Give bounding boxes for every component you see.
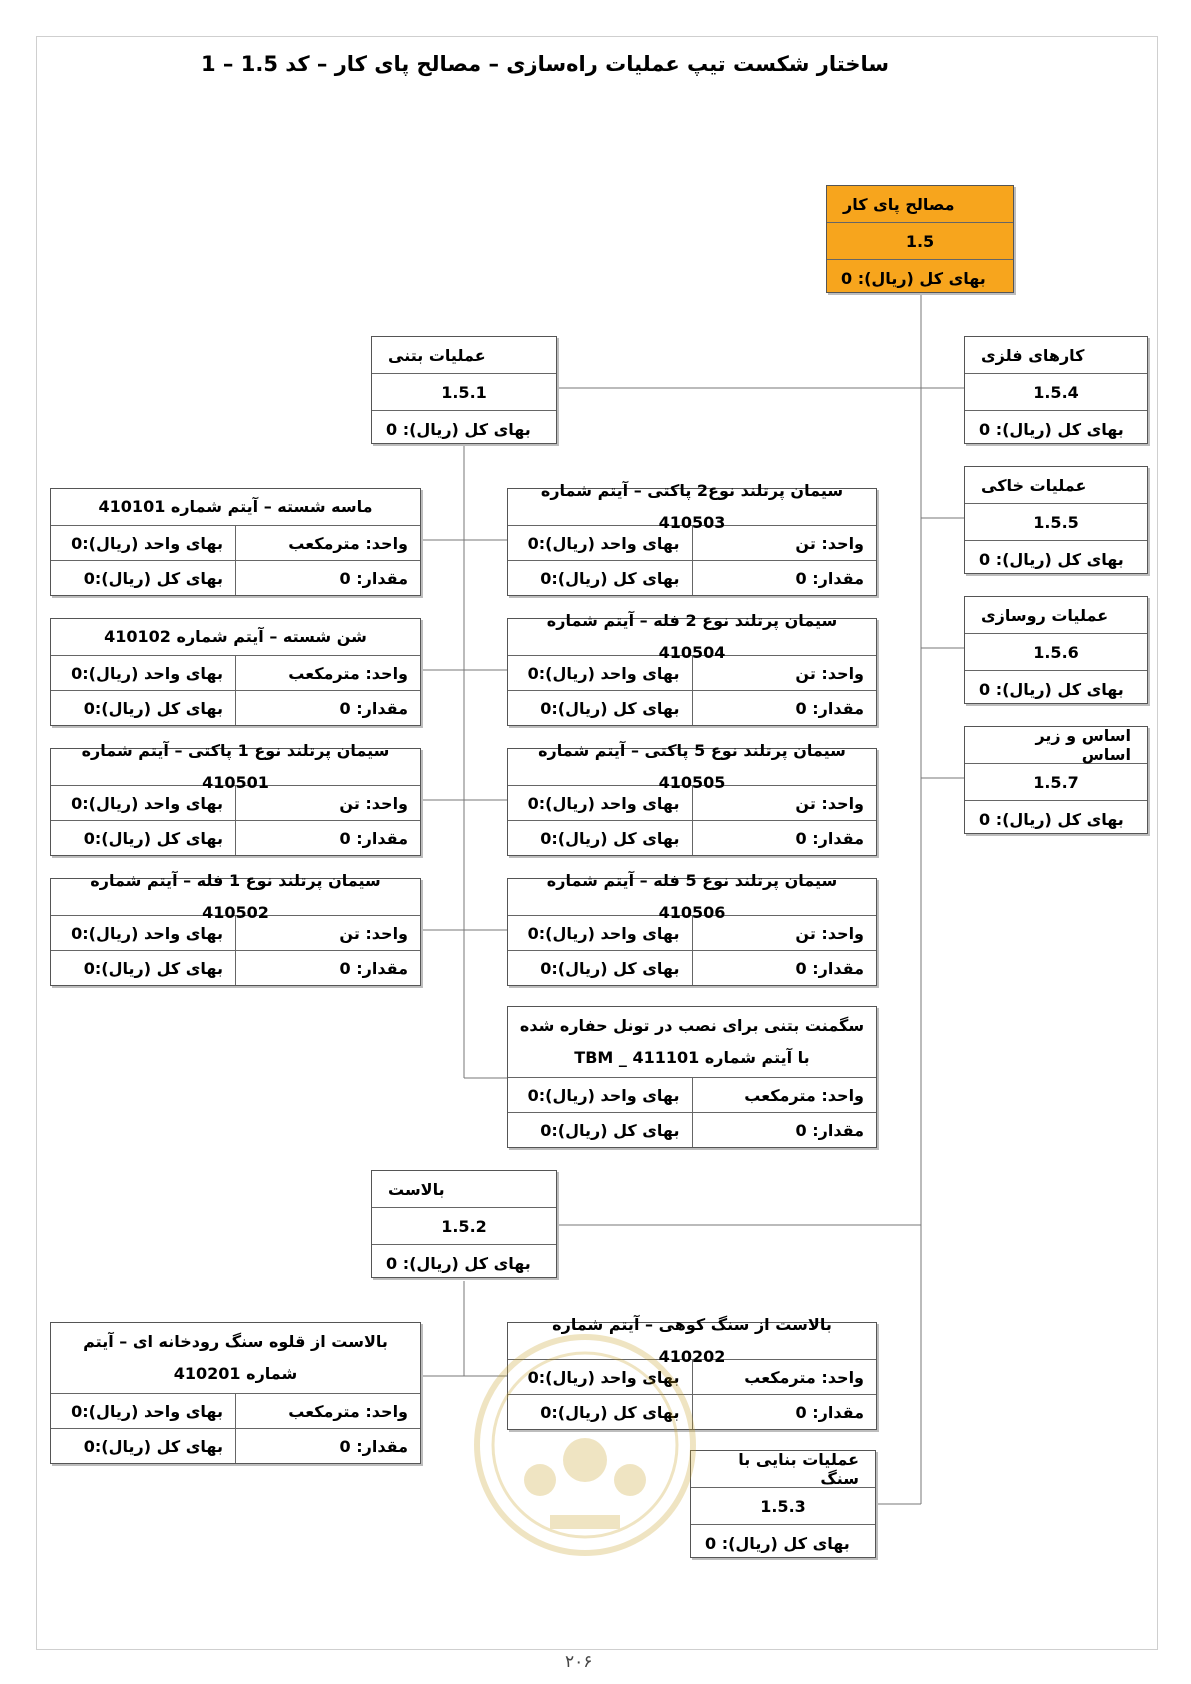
node-root[interactable] [826, 185, 1014, 293]
item-title: بالاست از سنگ کوهی – آیتم شماره 410202 [552, 1315, 832, 1366]
item-qty: مقدار: 0 [339, 568, 408, 588]
item-title: سیمان پرتلند نوع2 پاکتی – آیتم شماره 410503 [540, 481, 844, 532]
item-total: بهای کل (ریال):0 [51, 1429, 236, 1463]
item-410101[interactable] [50, 488, 421, 596]
node-total: بهای کل (ریال): 0 [827, 259, 1013, 296]
item-410506[interactable] [507, 871, 877, 986]
node-code: 1.5.2 [372, 1207, 556, 1244]
item-unit-price: بهای واحد (ریال):0 [508, 526, 693, 560]
item-title: ماسه شسته – آیتم شماره 410101 [98, 497, 373, 516]
node-total: بهای کل (ریال): 0 [372, 1244, 556, 1281]
node-1-5-4[interactable] [964, 336, 1148, 444]
node-total: بهای کل (ریال): 0 [965, 800, 1147, 837]
item-unit: واحد: تن [339, 923, 408, 943]
node-code: 1.5.6 [965, 633, 1147, 670]
item-qty: مقدار: 0 [339, 958, 408, 978]
item-title: شن شسته – آیتم شماره 410102 [104, 627, 367, 646]
item-unit: واحد: تن [795, 663, 864, 683]
item-title: سیمان پرتلند نوع 1 فله – آیتم شماره 410502 [90, 871, 381, 922]
item-total: بهای کل (ریال):0 [508, 561, 693, 595]
item-410201[interactable] [50, 1322, 421, 1464]
item-unit-price: بهای واحد (ریال):0 [51, 1394, 236, 1428]
node-code: 1.5 [827, 222, 1013, 259]
item-qty: مقدار: 0 [795, 1120, 864, 1140]
item-qty: مقدار: 0 [339, 1436, 408, 1456]
item-unit: واحد: مترمکعب [288, 533, 408, 553]
page-title: ساختار شکست تیپ عملیات راه‌سازی – مصالح پای کار – کد 1.5 – 1 [200, 52, 889, 76]
node-code: 1.5.7 [965, 763, 1147, 800]
item-unit-price: بهای واحد (ریال):0 [508, 656, 693, 690]
item-title: سیمان پرتلند نوع 5 پاکتی – آیتم شماره 410505 [538, 741, 846, 792]
item-qty: مقدار: 0 [795, 1402, 864, 1422]
item-total: بهای کل (ریال):0 [51, 821, 236, 855]
item-410501[interactable] [50, 741, 421, 856]
item-410504[interactable] [507, 611, 877, 726]
item-total: بهای کل (ریال):0 [51, 561, 236, 595]
node-1-5-3[interactable] [690, 1450, 876, 1558]
item-qty: مقدار: 0 [795, 698, 864, 718]
item-title: سیمان پرتلند نوع 2 فله – آیتم شماره 410504 [546, 611, 838, 662]
item-title: سیمان پرتلند نوع 1 پاکتی – آیتم شماره 410501 [81, 741, 390, 792]
item-unit: واحد: مترمکعب [288, 663, 408, 683]
node-total: بهای کل (ریال): 0 [372, 410, 556, 447]
item-unit-price: بهای واحد (ریال):0 [508, 786, 693, 820]
item-total: بهای کل (ریال):0 [508, 951, 693, 985]
node-name: اساس و زیر اساس [1035, 726, 1131, 764]
item-total: بهای کل (ریال):0 [508, 1395, 693, 1429]
item-unit: واحد: مترمکعب [288, 1401, 408, 1421]
node-name: بالاست [388, 1179, 445, 1199]
node-total: بهای کل (ریال): 0 [965, 540, 1147, 577]
item-unit-price: بهای واحد (ریال):0 [51, 786, 236, 820]
node-1-5-2[interactable] [371, 1170, 557, 1278]
item-410505[interactable] [507, 741, 877, 856]
item-410102[interactable] [50, 618, 421, 726]
node-1-5-6[interactable] [964, 596, 1148, 704]
node-code: 1.5.3 [691, 1487, 875, 1524]
item-unit-price: بهای واحد (ریال):0 [51, 916, 236, 950]
item-unit: واحد: تن [795, 793, 864, 813]
node-1-5-7[interactable] [964, 726, 1148, 834]
item-unit-price: بهای واحد (ریال):0 [508, 1360, 693, 1394]
item-unit: واحد: تن [795, 533, 864, 553]
item-qty: مقدار: 0 [795, 828, 864, 848]
item-unit: واحد: مترمکعب [744, 1085, 864, 1105]
item-total: بهای کل (ریال):0 [51, 951, 236, 985]
item-unit-price: بهای واحد (ریال):0 [508, 1078, 693, 1112]
item-title: بالاست از قلوه سنگ رودخانه ای – آیتم شماره 410201 [83, 1332, 388, 1383]
node-code: 1.5.4 [965, 373, 1147, 410]
node-code: 1.5.1 [372, 373, 556, 410]
item-410503[interactable] [507, 481, 877, 596]
node-1-5-1[interactable] [371, 336, 557, 444]
item-unit-price: بهای واحد (ریال):0 [51, 526, 236, 560]
item-unit: واحد: مترمکعب [744, 1367, 864, 1387]
item-unit-price: بهای واحد (ریال):0 [51, 656, 236, 690]
node-name: کارهای فلزی [981, 345, 1085, 365]
node-name: عملیات خاکی [981, 475, 1087, 495]
item-qty: مقدار: 0 [795, 958, 864, 978]
node-total: بهای کل (ریال): 0 [965, 670, 1147, 707]
item-410502[interactable] [50, 871, 421, 986]
item-total: بهای کل (ریال):0 [508, 691, 693, 725]
node-name: عملیات بتنی [388, 345, 486, 365]
item-qty: مقدار: 0 [339, 698, 408, 718]
page-number: ۲۰۶ [565, 1652, 593, 1672]
watermark-seal-icon [470, 1330, 700, 1560]
item-qty: مقدار: 0 [795, 568, 864, 588]
item-411101[interactable] [507, 1006, 877, 1148]
item-unit: واحد: تن [339, 793, 408, 813]
item-total: بهای کل (ریال):0 [508, 1113, 693, 1147]
item-unit-price: بهای واحد (ریال):0 [508, 916, 693, 950]
item-total: بهای کل (ریال):0 [508, 821, 693, 855]
node-total: بهای کل (ریال): 0 [965, 410, 1147, 447]
item-qty: مقدار: 0 [339, 828, 408, 848]
node-name: عملیات بنایی با سنگ [738, 1450, 859, 1488]
item-title: سگمنت بتنی برای نصب در تونل حفاره شده با آیتم شماره 411101 _ TBM [519, 1016, 865, 1067]
item-unit: واحد: تن [795, 923, 864, 943]
node-total: بهای کل (ریال): 0 [691, 1524, 875, 1561]
node-1-5-5[interactable] [964, 466, 1148, 574]
node-code: 1.5.5 [965, 503, 1147, 540]
item-title: سیمان پرتلند نوع 5 فله – آیتم شماره 410506 [546, 871, 838, 922]
node-name: مصالح پای کار [843, 194, 955, 214]
node-name: عملیات روسازی [981, 605, 1109, 625]
item-total: بهای کل (ریال):0 [51, 691, 236, 725]
